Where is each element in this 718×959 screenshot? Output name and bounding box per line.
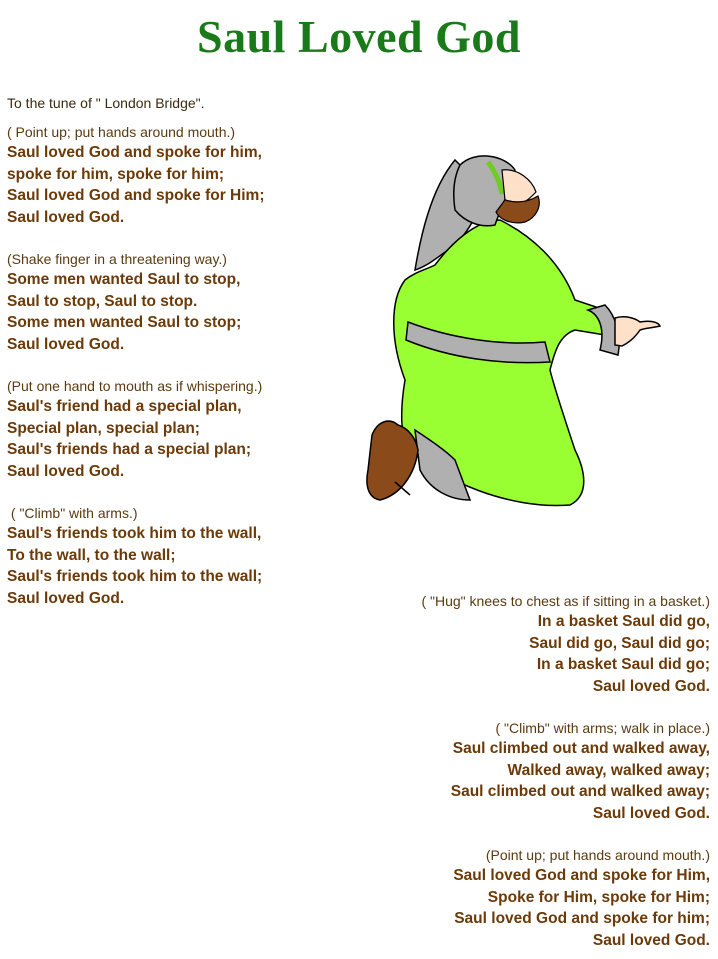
verse-instruction: ( "Hug" knees to chest as if sitting in a basket.)	[421, 593, 710, 609]
verse-4	[7, 504, 262, 609]
verse-line: Saul loved God.	[7, 208, 125, 226]
verse-line: Some men wanted Saul to stop,	[7, 271, 241, 288]
verse-line: Saul loved God.	[592, 804, 710, 822]
page-title: Saul Loved God	[197, 11, 521, 62]
verse-line: Saul did go, Saul did go;	[529, 634, 710, 652]
verse-line: Saul's friend had a special plan,	[7, 398, 242, 415]
verse-line: spoke for him, spoke for him;	[7, 165, 225, 183]
hand	[615, 317, 660, 346]
verse-line: Walked away, walked away;	[507, 761, 710, 779]
verse-line: In a basket Saul did go,	[537, 613, 710, 630]
verse-line: Saul loved God and spoke for Him,	[453, 867, 710, 884]
verse-line: Saul climbed out and walked away;	[450, 783, 710, 800]
verse-line: Saul loved God.	[7, 462, 125, 480]
verse-line: To the wall, to the wall;	[7, 546, 176, 564]
verse-7	[453, 846, 710, 951]
verse-line: In a basket Saul did go;	[536, 656, 710, 673]
verse-line: Saul loved God and spoke for him,	[7, 144, 262, 161]
verse-line: Saul loved God.	[592, 931, 710, 949]
verse-line: Saul to stop, Saul to stop.	[7, 292, 198, 310]
verse-line: Saul's friends took him to the wall;	[7, 568, 263, 585]
verse-6	[451, 719, 710, 824]
verse-instruction: ( Point up; put hands around mouth.)	[7, 124, 236, 140]
verse-line: Some men wanted Saul to stop;	[7, 314, 242, 331]
verse-line: Saul loved God.	[7, 589, 125, 607]
verse-1	[7, 123, 265, 228]
intro-text: To the tune of " London Bridge".	[7, 95, 205, 111]
verse-instruction: ( "Climb" with arms; walk in place.)	[495, 720, 710, 736]
verse-line: Saul's friends took him to the wall,	[7, 525, 262, 542]
verse-5	[421, 592, 710, 697]
verse-3	[7, 377, 262, 482]
verse-instruction: (Shake finger in a threatening way.)	[7, 251, 227, 267]
verse-instruction: ( "Climb" with arms.)	[7, 505, 138, 521]
verse-line: Saul loved God.	[7, 335, 125, 353]
verse-instruction: (Put one hand to mouth as if whispering.)	[7, 378, 263, 394]
verse-instruction: (Point up; put hands around mouth.)	[485, 847, 710, 863]
verse-line: Saul loved God.	[592, 677, 710, 695]
verse-line: Saul loved God and spoke for Him;	[7, 187, 265, 204]
verse-line: Spoke for Him, spoke for Him;	[487, 888, 710, 906]
sandal-feet	[367, 421, 418, 500]
verse-line: Saul climbed out and walked away,	[452, 740, 710, 757]
verse-line: Saul loved God and spoke for him;	[454, 910, 710, 927]
kneeling-saul-illustration	[360, 150, 665, 520]
verse-2	[7, 250, 241, 355]
verse-line: Special plan, special plan;	[7, 419, 200, 437]
verse-line: Saul's friends had a special plan;	[7, 441, 252, 458]
